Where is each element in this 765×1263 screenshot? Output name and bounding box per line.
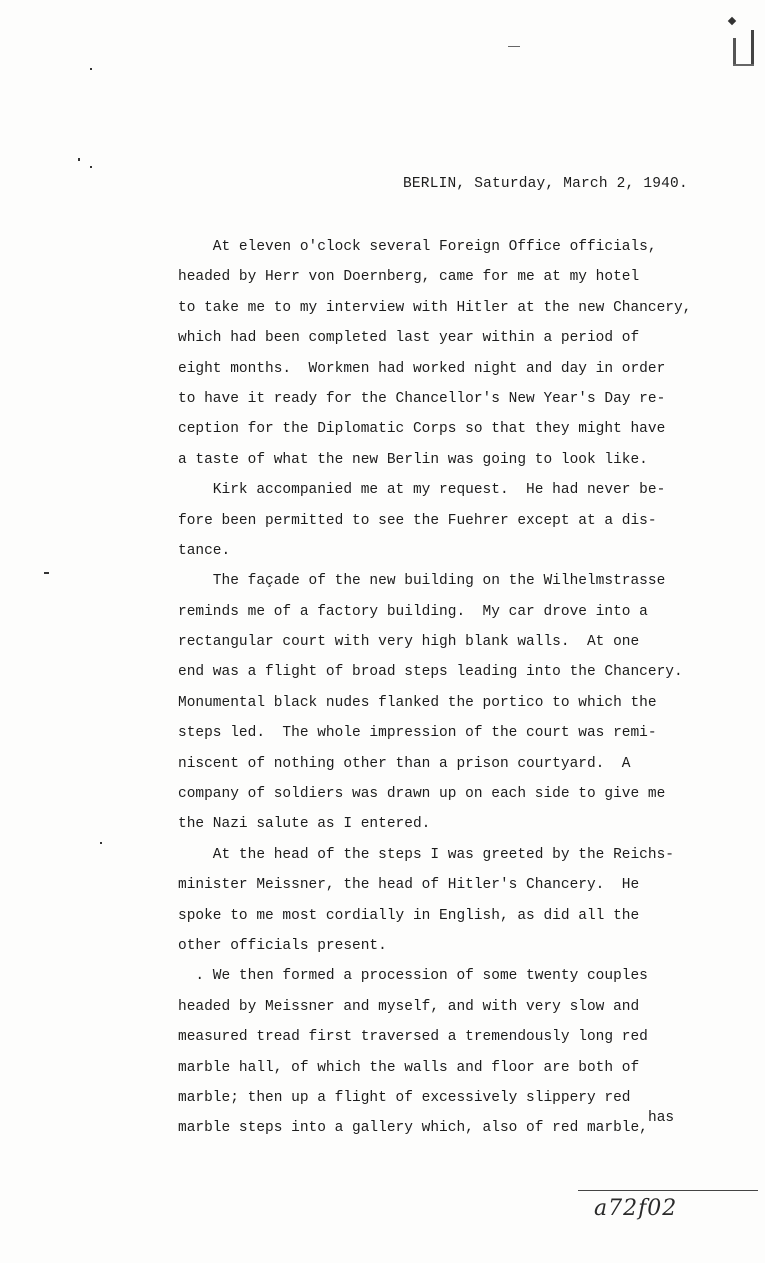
text-line: ception for the Diplomatic Corps so that they might have — [178, 421, 666, 438]
text-line: The façade of the new building on the Wilhelmstrasse — [178, 573, 666, 590]
text-line: Kirk accompanied me at my request. He had never be- — [178, 482, 666, 499]
text-line: At the head of the steps I was greeted by the Reichs- — [178, 846, 674, 863]
text-line: the Nazi salute as I entered. — [178, 816, 431, 833]
text-line: end was a flight of broad steps leading into the Chancery. — [178, 664, 683, 681]
text-line: rectangular court with very high blank walls. At one — [178, 634, 640, 651]
text-line: fore been permitted to see the Fuehrer except at a dis- — [178, 512, 657, 529]
page-corner-mark — [733, 30, 755, 68]
text-line: Monumental black nudes flanked the portico to which the — [178, 694, 657, 711]
text-line: marble hall, of which the walls and floor are both of — [178, 1059, 640, 1076]
text-line: measured tread first traversed a tremendously long red — [178, 1029, 648, 1046]
text-line: eight months. Workmen had worked night and day in order — [178, 360, 666, 377]
text-line: to have it ready for the Chancellor's New Year's Day re- — [178, 390, 666, 407]
text-line: other officials present. — [178, 937, 387, 954]
text-line: spoke to me most cordially in English, as did all the — [178, 907, 640, 924]
text-line: headed by Herr von Doernberg, came for me at my hotel — [178, 269, 640, 286]
footer-rule — [578, 1190, 758, 1191]
text-line: niscent of nothing other than a prison courtyard. A — [178, 755, 631, 772]
text-line: company of soldiers was drawn up on each side to give me — [178, 786, 666, 803]
text-line: marble; then up a flight of excessively slippery red — [178, 1089, 631, 1106]
dateline: BERLIN, Saturday, March 2, 1940. — [403, 176, 688, 192]
text-line: reminds me of a factory building. My car drove into a — [178, 603, 648, 620]
text-line: headed by Meissner and myself, and with very slow and — [178, 998, 640, 1015]
stray-mark — [90, 166, 92, 168]
text-line: minister Meissner, the head of Hitler's Chancery. He — [178, 877, 640, 894]
text-line: . We then formed a procession of some twenty couples — [178, 968, 648, 985]
text-line: which had been completed last year within a period of — [178, 330, 640, 347]
text-line: At eleven o'clock several Foreign Office officials, — [178, 239, 657, 255]
stray-mark — [78, 158, 80, 161]
stray-mark — [100, 842, 102, 844]
letter-body — [178, 232, 718, 1144]
stray-mark — [90, 68, 92, 70]
catchword: has — [648, 1110, 675, 1126]
stray-mark — [44, 572, 49, 574]
text-line: steps led. The whole impression of the court was remi- — [178, 725, 657, 742]
text-line: a taste of what the new Berlin was going to look like. — [178, 451, 648, 468]
handwritten-note: a72f02 — [594, 1196, 678, 1221]
stray-mark — [508, 46, 520, 47]
text-line: tance. — [178, 542, 231, 559]
text-line: to take me to my interview with Hitler at the new Chancery, — [178, 299, 692, 316]
text-line: marble steps into a gallery which, also of red marble, — [178, 1120, 648, 1137]
